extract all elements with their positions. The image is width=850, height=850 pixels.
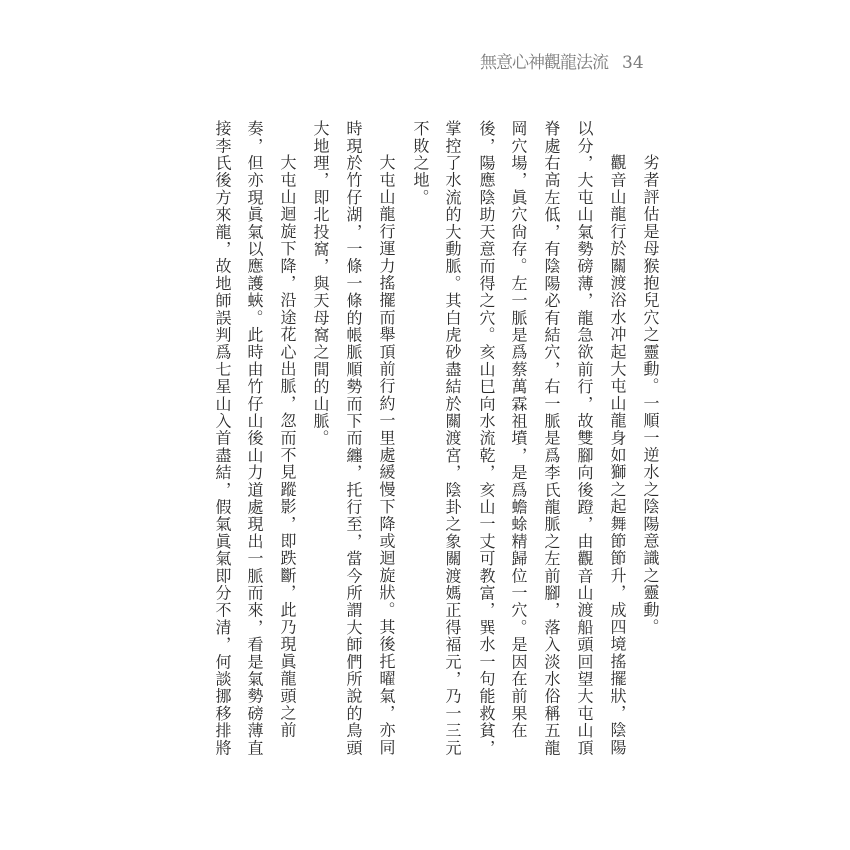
text-column-6: 後，陽應陰助天意而得之穴。亥山巳向水流乾，亥山一丈可教富，巽水一句能救貧， bbox=[477, 120, 496, 757]
text-column-3: 以分，大屯山氣勢磅薄，龍急欲前行，故雙腳向後蹬，由觀音山渡船頭回望大屯山頂 bbox=[575, 120, 594, 757]
text-column-4: 脊處右高左低，有陰陽必有結穴，右一脈是爲李氏龍脈之左前腳，落入淡水俗稱五龍 bbox=[542, 120, 561, 757]
text-column-9: 大屯山龍行運力搖擺而舉頂前行約一里處緩慢下降或迴旋狀。其後托曜氣，亦同 bbox=[377, 154, 396, 757]
text-column-14: 接李氏後方來龍，故地師誤判爲七星山入首盡結，假氣眞氣即分不清，何談挪移排將 bbox=[213, 120, 232, 757]
running-header bbox=[480, 48, 680, 72]
text-column-5: 岡穴場，眞穴尙存。左一脈是爲蔡萬霖祖墳，是爲蟾蜍精歸位一穴。是因在前果在 bbox=[509, 120, 528, 740]
text-column-2: 觀音山龍行於關渡浴水冲起大屯山龍身如獅之起舞節節升，成四境搖擺狀，陰陽 bbox=[608, 154, 627, 757]
text-column-11: 大地理，即北投窩，與天母窩之間的山脈。 bbox=[311, 120, 330, 447]
text-column-1: 劣者評估是母猴抱兒穴之靈動。一順一逆水之陰陽意識之靈動。 bbox=[641, 154, 660, 636]
text-column-7: 掌控了水流的大動脈。其白虎砂盡結於關渡宮，陰卦之象關渡媽正得福元，乃一三元 bbox=[443, 120, 462, 757]
text-column-13: 奏，但亦現眞氣以應護蛺。此時由竹仔山後山力道處現出一脈而來，看是氣勢磅薄直 bbox=[245, 120, 264, 757]
page-number: 34 bbox=[622, 53, 644, 73]
book-title: 無意心神觀龍法流 bbox=[480, 53, 608, 73]
text-column-12: 大屯山迴旋下降，沿途花心出脈，忽而不見蹤影，即跌斷，此乃現眞龍頭之前 bbox=[278, 154, 297, 740]
text-column-10: 時現於竹仔湖，一條一條的帳脈順勢而下而纏，托行至，當今所謂大師們所說的鳥頭 bbox=[344, 120, 363, 757]
text-column-8: 不敗之地。 bbox=[411, 120, 430, 206]
vertical-body-text bbox=[208, 120, 668, 770]
